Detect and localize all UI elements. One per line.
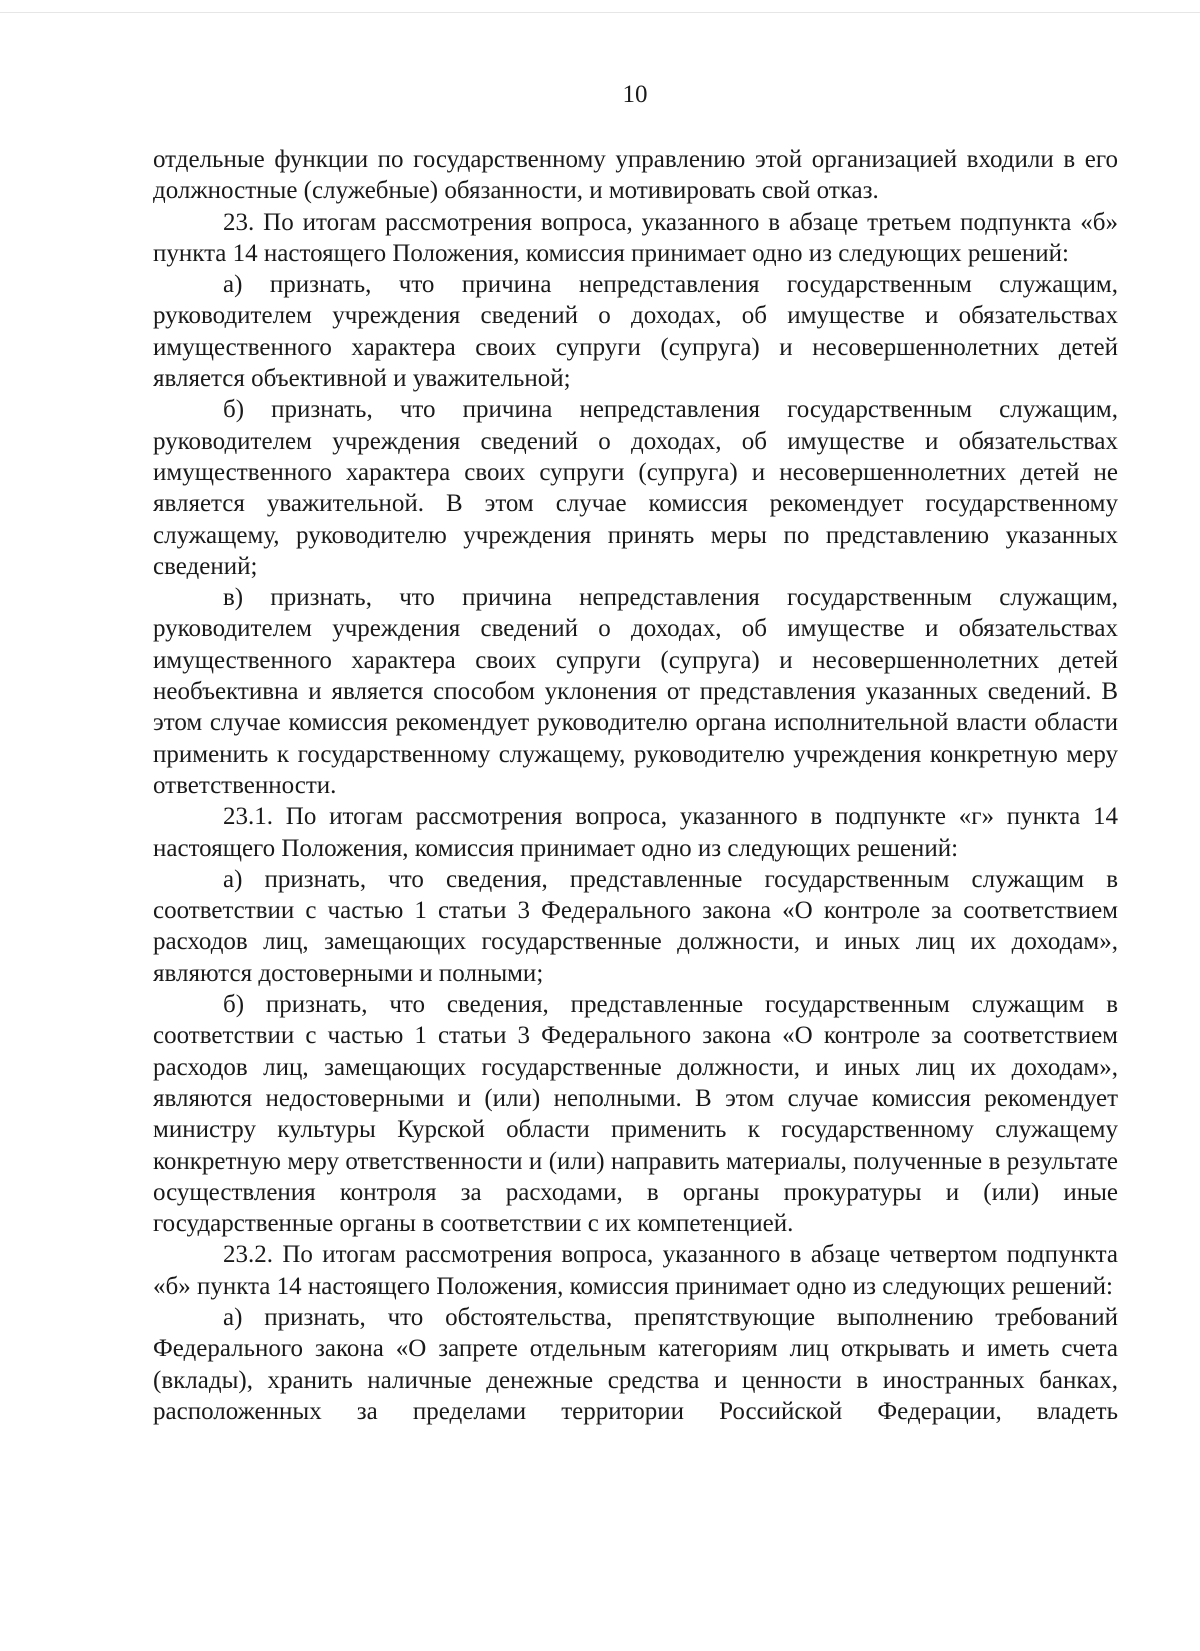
paragraph-23-1-a: а) признать, что сведения, представленные государственным служащим в соответствии с частью 1 статьи 3 Федерального закона «О контроле за соответствием расходов лиц, замещающих государственные должности, и иных лиц их доходам», являются достоверными и полными;	[153, 865, 1118, 987]
paragraph-23-b: б) признать, что причина непредставления государственным служащим, руководителем учреждения сведений о доходах, об имуществе и обязательствах имущественного характера своих супруги (супруга) и несовершеннолетних детей не является уважительной. В этом случае комиссия рекомендует государственному служащему, руководителю учреждения принять меры по представлению указанных сведений;	[153, 396, 1118, 580]
paragraph-23-1: 23.1. По итогам рассмотрения вопроса, указанного в подпункте «г» пункта 14 настоящего Положения, комиссия принимает одно из следующих решений:	[153, 803, 1118, 862]
document-body	[153, 144, 1118, 1427]
paragraph-23-v: в) признать, что причина непредставления государственным служащим, руководителем учреждения сведений о доходах, об имуществе и обязательствах имущественного характера своих супруги (супруга) и несовершеннолетних детей необъективна и является способом уклонения от представления указанных сведений. В этом случае комиссия рекомендует руководителю органа исполнительной власти области применить к государственному служащему, руководителю учреждения конкретную меру ответственности.	[153, 584, 1118, 799]
paragraph-23-2: 23.2. По итогам рассмотрения вопроса, указанного в абзаце четвертом подпункта «б» пункта 14 настоящего Положения, комиссия принимает одно из следующих решений:	[153, 1241, 1118, 1300]
scan-edge-line	[0, 12, 1200, 13]
paragraph-23: 23. По итогам рассмотрения вопроса, указанного в абзаце третьем подпункта «б» пункта 14 настоящего Положения, комиссия принимает одно из следующих решений:	[153, 208, 1118, 267]
paragraph-23-a: а) признать, что причина непредставления государственным служащим, руководителем учреждения сведений о доходах, об имуществе и обязательствах имущественного характера своих супруги (супруга) и несовершеннолетних детей является объективной и уважительной;	[153, 271, 1118, 393]
paragraph-23-2-a: а) признать, что обстоятельства, препятствующие выполнению требований Федерального закона «О запрете отдельным категориям лиц открывать и иметь счета (вклады), хранить наличные денежные средства и ценности в иностранных банках, расположенных за пределами территории Российской Федерации, владеть	[153, 1303, 1118, 1425]
paragraph-continuation: отдельные функции по государственному управлению этой организацией входили в его должностные (служебные) обязанности, и мотивировать свой отказ.	[153, 146, 1118, 205]
paragraph-23-1-b: б) признать, что сведения, представленные государственным служащим в соответствии с частью 1 статьи 3 Федерального закона «О контроле за соответствием расходов лиц, замещающих государственные должности, и иных лиц их доходам», являются недостоверными и (или) неполными. В этом случае комиссия рекомендует министру культуры Курской области применить к государственному служащему конкретную меру ответственности и (или) направить материалы, полученные в результате осуществления контроля за расходами, в органы прокуратуры и (или) иные государственные органы в соответствии с их компетенцией.	[153, 991, 1118, 1238]
page-number: 10	[622, 81, 648, 108]
